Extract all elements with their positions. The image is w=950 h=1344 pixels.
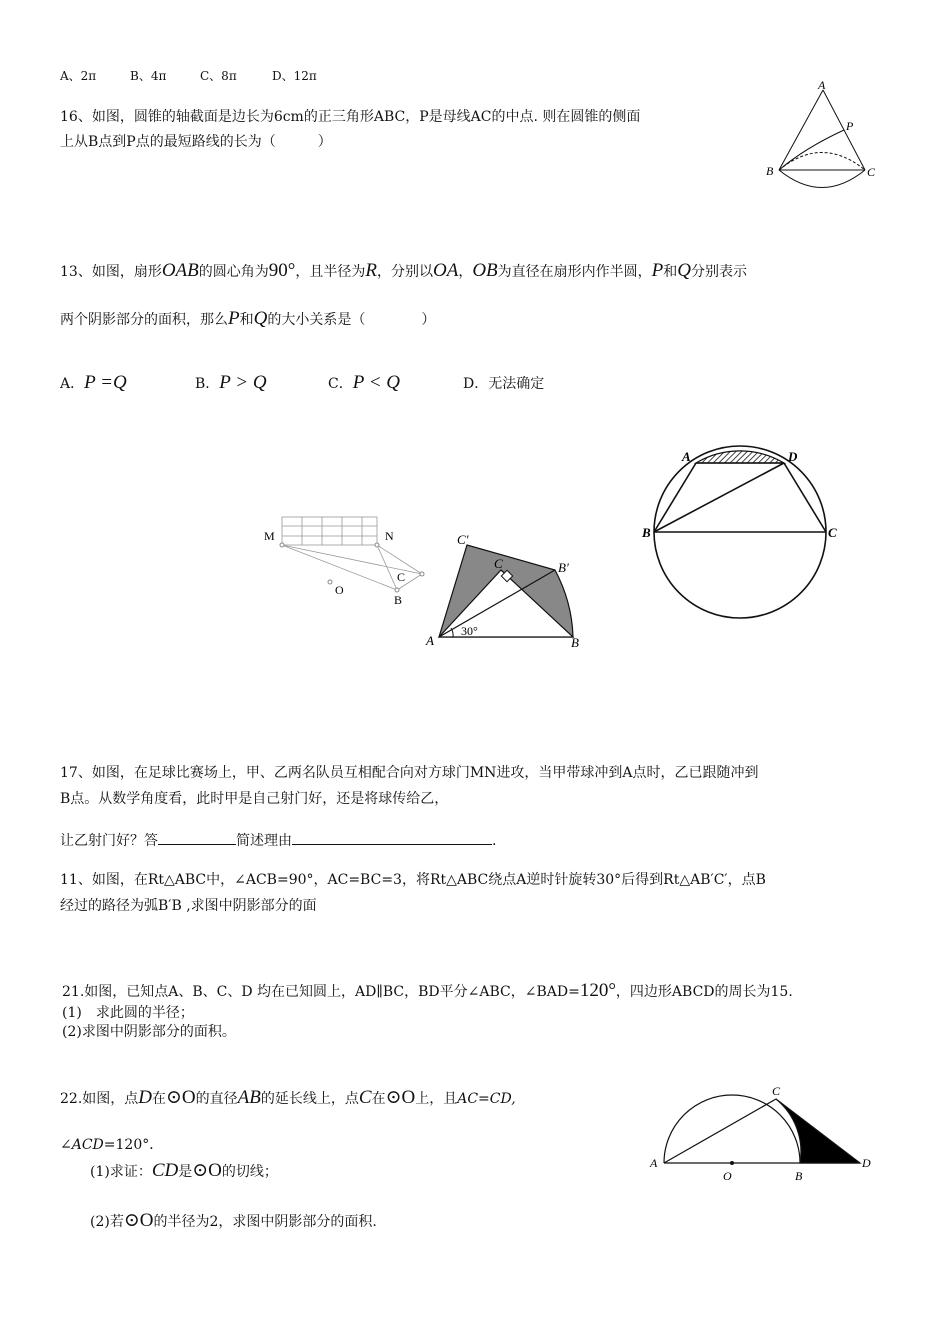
rot-label-angle: 30° <box>461 624 478 638</box>
q11-line1: 11、如图，在Rt△ABC中，∠ACB=90°，AC=BC=3，将Rt△ABC绕点A逆时针旋转30°后得到Rt△AB′C′，点B <box>60 872 766 888</box>
rot-label-cprime: C′ <box>457 532 469 547</box>
answer-blank[interactable] <box>158 830 236 845</box>
q13-option-a: A．P =Q <box>60 372 127 393</box>
q21-line2: (1) 求此圆的半径； <box>62 1005 194 1021</box>
rot-label-a: A <box>426 633 434 648</box>
option-c: C、8π <box>200 69 237 83</box>
q22-line1: 22.如图，点D在⊙O的直径AB的延长线上，点C在⊙O上，且AC=CD, <box>60 1087 516 1108</box>
q22-line2: ∠ACD=120°． <box>60 1137 164 1153</box>
q13-line1: 13、如图，扇形OAB的圆心角为90°，且半径为R，分别以OA，OB为直径在扇形内作半圆，P和Q分别表示 <box>60 260 747 281</box>
q22-part2: (2)若⊙O的半径为2，求图中阴影部分的面积. <box>90 1210 377 1231</box>
cone-label-b: B <box>766 164 774 178</box>
cone-label-a: A <box>818 78 826 92</box>
goal-label-m: M <box>264 529 275 543</box>
rotation-figure <box>425 530 585 650</box>
circle-trapezoid-figure <box>640 445 840 625</box>
circ-label-a: A <box>682 449 691 464</box>
goal-label-c: C <box>397 570 406 584</box>
q22-part1: (1)求证：CD是⊙O的切线； <box>90 1160 278 1181</box>
circ-label-b: B <box>642 525 651 540</box>
goal-label-n: N <box>385 529 394 543</box>
semi-label-c: C <box>772 1084 781 1098</box>
q13-line2: 两个阴影部分的面积，那么P和Q的大小关系是（ ） <box>60 308 436 329</box>
q13-option-c: C．P < Q <box>328 372 401 393</box>
q16-line2: 上从B点到P点的最短路线的长为（ ） <box>60 134 332 150</box>
cone-figure <box>765 80 885 195</box>
goal-label-b: B <box>394 593 403 607</box>
option-d: D、12π <box>272 69 317 83</box>
circ-label-d: D <box>788 449 798 464</box>
q13-option-d: D．无法确定 <box>463 376 545 392</box>
semi-label-a: A <box>650 1156 658 1170</box>
cone-label-c: C <box>867 165 876 179</box>
semicircle-figure <box>650 1085 880 1185</box>
goal-figure <box>262 512 432 612</box>
semi-label-d: D <box>862 1156 871 1170</box>
goal-label-o: O <box>335 583 344 597</box>
rot-label-bprime: B′ <box>558 560 569 575</box>
semi-label-b: B <box>795 1169 803 1183</box>
circ-label-c: C <box>828 525 837 540</box>
q13-option-b: B．P > Q <box>195 372 267 393</box>
option-a: A、2π <box>60 69 97 83</box>
rot-label-c: C <box>494 556 503 571</box>
cone-label-p: P <box>846 119 854 133</box>
q11-line2: 经过的路径为弧B′B ,求图中阴影部分的面 <box>60 898 317 914</box>
option-b: B、4π <box>130 69 167 83</box>
q17-line3: 让乙射门好？答 简述理由 . <box>60 830 496 851</box>
q16-line1: 16、如图，圆锥的轴截面是边长为6cm的正三角形ABC，P是母线AC的中点. 则在圆锥的侧面 <box>60 109 641 125</box>
semi-label-o: O <box>723 1169 732 1183</box>
q21-line3: (2)求图中阴影部分的面积。 <box>62 1024 236 1040</box>
q17-line2: B点。从数学角度看，此时甲是自己射门好，还是将球传给乙， <box>60 791 449 807</box>
reason-blank[interactable] <box>292 830 492 845</box>
rot-label-b: B <box>571 635 579 650</box>
q21-line1: 21.如图，已知点A、B、C、D 均在已知圆上，AD∥BC，BD平分∠ABC，∠BAD=120°，四边形ABCD的周长为15. <box>62 980 793 1001</box>
q17-line1: 17、如图，在足球比赛场上，甲、乙两名队员互相配合向对方球门MN进攻，当甲带球冲到A点时，乙已跟随冲到 <box>60 765 759 781</box>
